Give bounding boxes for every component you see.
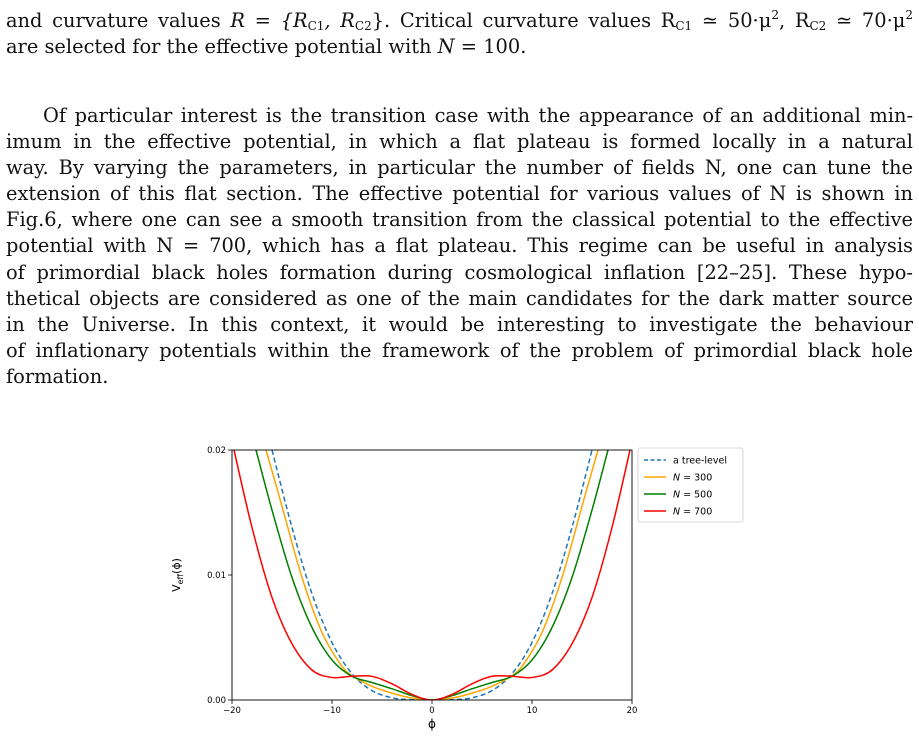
plot-area [232, 450, 632, 700]
series-line-0 [272, 450, 592, 700]
text-line: thetical objects are considered as one of the main candidates for the dark matter source [6, 286, 913, 310]
text-line: in the Universe. In this context, it would be interesting to investigate the behaviour [6, 312, 913, 336]
paragraph-body [6, 103, 913, 390]
series-line-3 [234, 450, 630, 700]
text-line: of primordial black holes formation during cosmological inflation [22–25]. These hypo- [6, 260, 913, 284]
axis-ticks [207, 446, 637, 716]
text-line: potential with N = 700, which has a flat plateau. This regime can be useful in analysis [6, 234, 913, 258]
y-tick-label: 0.02 [207, 446, 226, 456]
text-line: Of particular interest is the transition case with the appearance of an additional min- [43, 104, 913, 127]
plot-frame [232, 450, 632, 700]
figure-effective-potential [160, 436, 919, 739]
text-line: are selected for the effective potential with N = 100. [6, 35, 527, 59]
x-tick-label: −20 [223, 706, 241, 716]
text-line: and curvature values $R = \{R_{C1}$, $R_{C2}$}. Critical curvature values $R_{C1}$ ≃ $50\cdot\mu^2$, $R_{C2}$ ≃ $70\cdot\mu^2$ [6, 8, 914, 33]
x-axis-label: ϕ [428, 717, 436, 731]
legend-label-0: a tree-level [673, 455, 727, 467]
legend [638, 448, 743, 522]
series-line-1 [266, 450, 598, 700]
text-line: of inflationary potentials within the framework of the problem of primordial black hole [6, 338, 913, 362]
text-line: extension of this flat section. The effective potential for various values of N is shown in [6, 182, 913, 206]
text-line: formation. [6, 364, 109, 388]
text-line: Fig.6, where one can see a smooth transition from the classical potential to the effective [6, 208, 913, 232]
text-line: way. By varying the parameters, in particular the number of fields N, one can tune the [6, 156, 913, 180]
x-tick-label: 0 [429, 706, 435, 716]
legend-label-3: N = 700 [673, 506, 713, 518]
chart-svg [160, 436, 919, 739]
x-tick-label: 20 [626, 706, 638, 716]
x-tick-label: −10 [323, 706, 341, 716]
y-tick-label: 0.01 [207, 571, 226, 581]
legend-label-2: N = 500 [673, 489, 713, 501]
y-tick-label: 0.00 [207, 696, 226, 706]
x-tick-label: 10 [526, 706, 538, 716]
y-axis-label: $V_{eff}(\phi)$ [170, 558, 185, 592]
text-line: imum in the effective potential, in which a flat plateau is formed locally in a natural [6, 130, 913, 154]
series-line-2 [256, 450, 608, 700]
paragraph-intro [6, 8, 913, 60]
legend-label-1: N = 300 [673, 472, 713, 484]
